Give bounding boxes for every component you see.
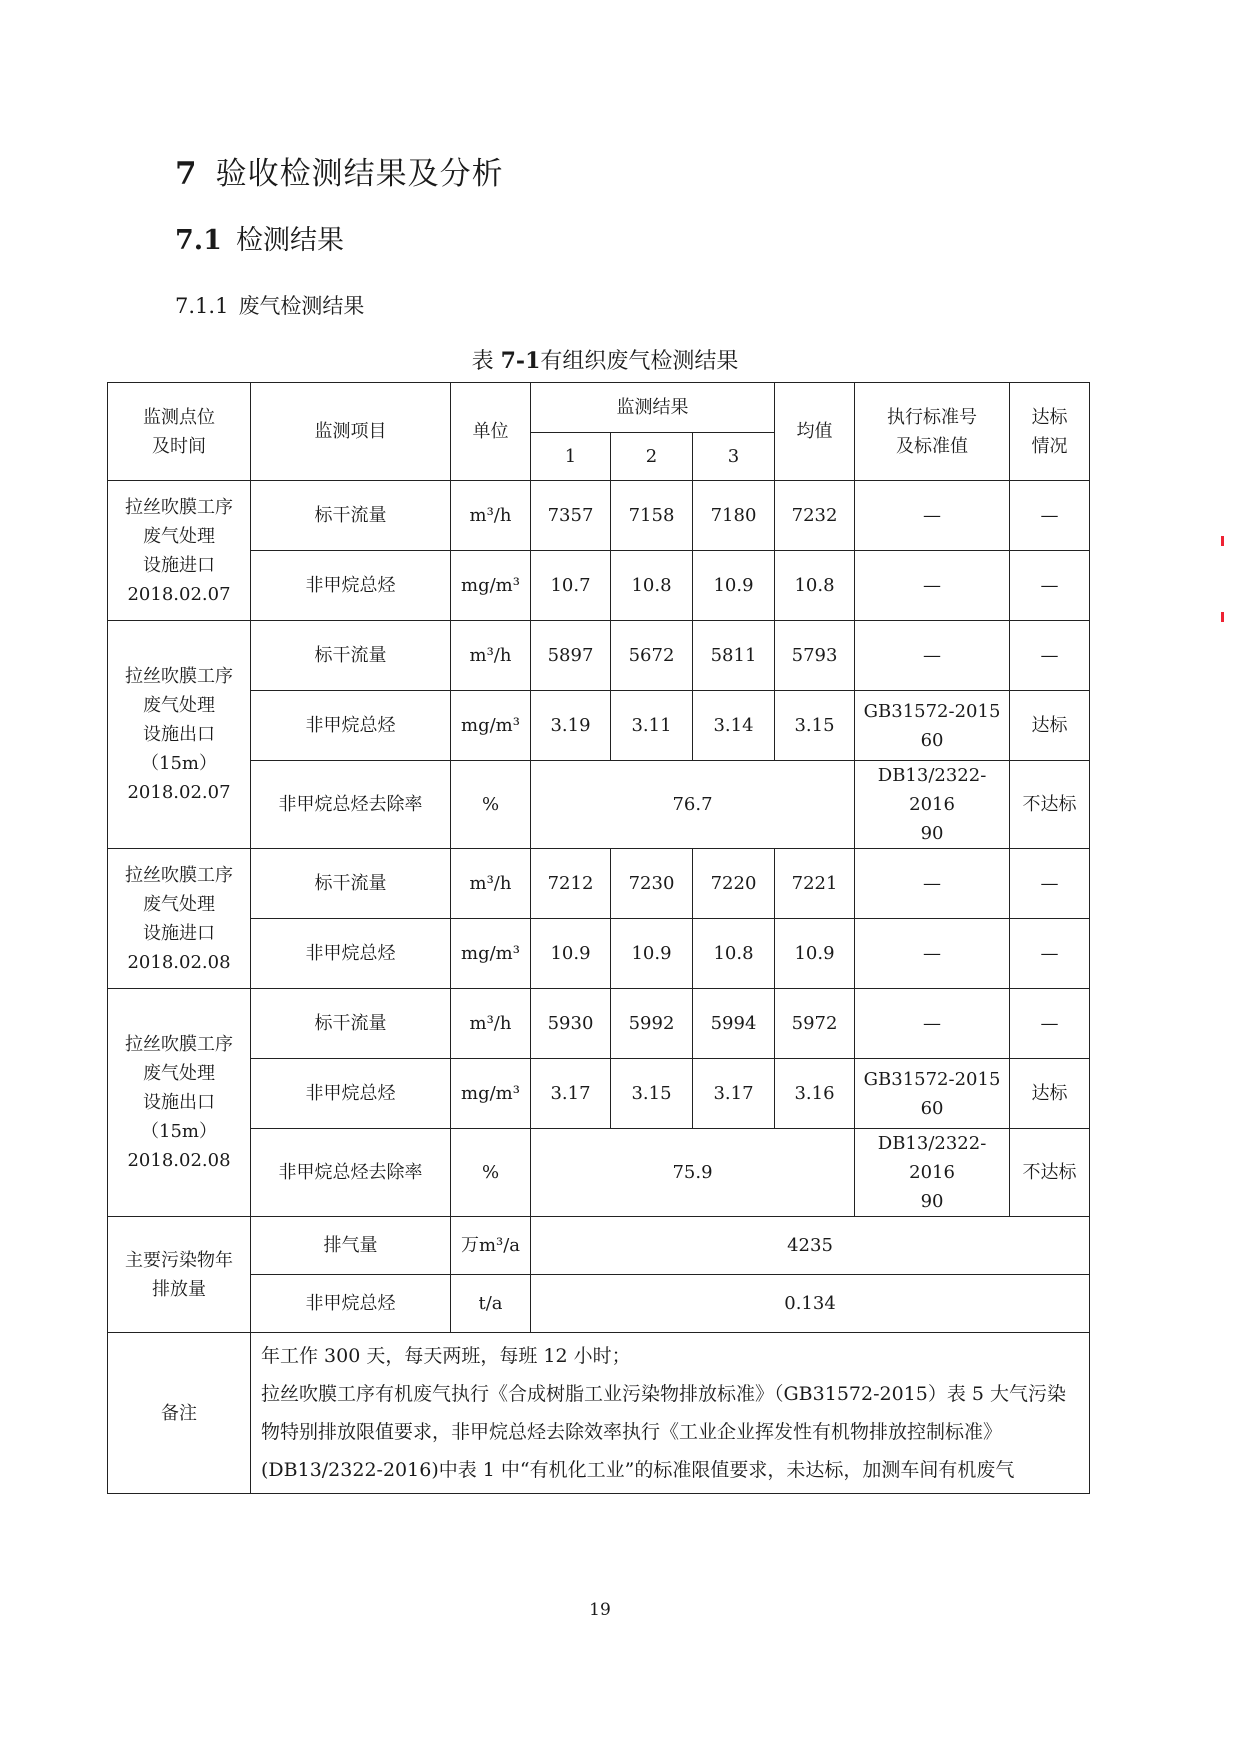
value-cell: 7357 — [531, 481, 611, 551]
remarks-label-cell: 备注 — [108, 1333, 251, 1494]
header-unit: 单位 — [451, 383, 531, 481]
standard-cell: — — [855, 551, 1010, 621]
value-cell: 7220 — [693, 849, 775, 919]
mean-cell: 7221 — [775, 849, 855, 919]
annual-label-cell: 主要污染物年 排放量 — [108, 1217, 251, 1333]
unit-cell: t/a — [451, 1275, 531, 1333]
item-cell: 非甲烷总烃 — [251, 551, 451, 621]
value-cell: 3.14 — [693, 691, 775, 761]
value-cell: 5992 — [611, 989, 693, 1059]
value-cell: 3.19 — [531, 691, 611, 761]
table-row — [108, 1129, 1090, 1217]
unit-cell: mg/m³ — [451, 551, 531, 621]
standard-cell: — — [855, 621, 1010, 691]
item-cell: 标干流量 — [251, 849, 451, 919]
table-caption-title: 有组织废气检测结果 — [540, 349, 739, 374]
scan-mark — [1221, 612, 1224, 622]
page-number: 19 — [589, 1600, 611, 1620]
unit-cell: mg/m³ — [451, 691, 531, 761]
standard-cell: DB13/2322-2016 90 — [855, 761, 1010, 849]
unit-cell: m³/h — [451, 481, 531, 551]
removal-rate-cell: 75.9 — [531, 1129, 855, 1217]
value-cell: 7212 — [531, 849, 611, 919]
unit-cell: 万m³/a — [451, 1217, 531, 1275]
value-cell: 10.7 — [531, 551, 611, 621]
remarks-line-1: 年工作 300 天，每天两班，每班 12 小时； — [261, 1345, 631, 1367]
header-result-1: 1 — [531, 433, 611, 481]
value-cell: 7180 — [693, 481, 775, 551]
unit-cell: mg/m³ — [451, 1059, 531, 1129]
unit-cell: m³/h — [451, 621, 531, 691]
status-cell: 不达标 — [1010, 761, 1090, 849]
mean-cell: 10.9 — [775, 919, 855, 989]
header-mean: 均值 — [775, 383, 855, 481]
table-row — [108, 919, 1090, 989]
emissions-table — [107, 382, 1090, 1494]
table-caption-number: 7-1 — [500, 348, 541, 374]
header-result-2: 2 — [611, 433, 693, 481]
unit-cell: m³/h — [451, 989, 531, 1059]
value-cell: 5930 — [531, 989, 611, 1059]
value-cell: 10.8 — [611, 551, 693, 621]
header-result-3: 3 — [693, 433, 775, 481]
header-item: 监测项目 — [251, 383, 451, 481]
table-row — [108, 1275, 1090, 1333]
value-cell: 5811 — [693, 621, 775, 691]
value-cell: 10.9 — [693, 551, 775, 621]
table-row — [108, 849, 1090, 919]
standard-cell: GB31572-2015 60 — [855, 691, 1010, 761]
value-cell: 10.9 — [611, 919, 693, 989]
heading-section-title: 检测结果 — [235, 225, 344, 256]
heading-chapter — [175, 148, 504, 193]
heading-chapter-title: 验收检测结果及分析 — [215, 156, 504, 192]
value-cell: 5897 — [531, 621, 611, 691]
heading-section-number: 7.1 — [175, 225, 222, 256]
standard-cell: DB13/2322-2016 90 — [855, 1129, 1010, 1217]
value-cell: 5672 — [611, 621, 693, 691]
item-cell: 非甲烷总烃去除率 — [251, 761, 451, 849]
status-cell: — — [1010, 989, 1090, 1059]
item-cell: 标干流量 — [251, 481, 451, 551]
location-cell: 拉丝吹膜工序 废气处理 设施出口 （15m） 2018.02.07 — [108, 621, 251, 849]
standard-cell: — — [855, 919, 1010, 989]
value-cell: 3.17 — [531, 1059, 611, 1129]
value-cell: 10.8 — [693, 919, 775, 989]
item-cell: 排气量 — [251, 1217, 451, 1275]
value-cell: 10.9 — [531, 919, 611, 989]
mean-cell: 10.8 — [775, 551, 855, 621]
table-caption-prefix: 表 — [471, 349, 494, 374]
value-cell: 3.15 — [611, 1059, 693, 1129]
unit-cell: % — [451, 1129, 531, 1217]
table-row — [108, 621, 1090, 691]
table-row — [108, 1217, 1090, 1275]
table-row — [108, 481, 1090, 551]
standard-cell: GB31572-2015 60 — [855, 1059, 1010, 1129]
remarks-line-2: 拉丝吹膜工序有机废气执行《合成树脂工业污染物排放标准》（GB31572-2015）表 5 大气污染物特别排放限值要求，非甲烷总烃去除效率执行《工业企业挥发性有机物排放控制标准》(DB13/2322-2016)中表 1 中“有机化工业”的标准限值要求，未达标，加测车间有机废气 — [261, 1383, 1067, 1481]
table-row — [108, 1059, 1090, 1129]
location-cell: 拉丝吹膜工序 废气处理 设施出口 （15m） 2018.02.08 — [108, 989, 251, 1217]
status-cell: — — [1010, 551, 1090, 621]
location-cell: 拉丝吹膜工序 废气处理 设施进口 2018.02.07 — [108, 481, 251, 621]
scan-mark — [1221, 536, 1224, 546]
remarks-row — [108, 1333, 1090, 1494]
table-row — [108, 761, 1090, 849]
heading-chapter-number: 7 — [175, 156, 198, 192]
item-cell: 标干流量 — [251, 989, 451, 1059]
header-compliance: 达标 情况 — [1010, 383, 1090, 481]
standard-cell: — — [855, 849, 1010, 919]
status-cell: — — [1010, 621, 1090, 691]
item-cell: 非甲烷总烃 — [251, 1275, 451, 1333]
status-cell: 达标 — [1010, 1059, 1090, 1129]
unit-cell: m³/h — [451, 849, 531, 919]
table-header-row — [108, 383, 1090, 433]
value-cell: 7230 — [611, 849, 693, 919]
remarks-text-cell — [251, 1333, 1090, 1494]
mean-cell: 7232 — [775, 481, 855, 551]
standard-cell: — — [855, 481, 1010, 551]
item-cell: 标干流量 — [251, 621, 451, 691]
item-cell: 非甲烷总烃去除率 — [251, 1129, 451, 1217]
table-caption — [0, 344, 1210, 375]
heading-subsection-number: 7.1.1 — [175, 294, 229, 318]
mean-cell: 5972 — [775, 989, 855, 1059]
status-cell: — — [1010, 919, 1090, 989]
unit-cell: % — [451, 761, 531, 849]
standard-cell: — — [855, 989, 1010, 1059]
removal-rate-cell: 76.7 — [531, 761, 855, 849]
mean-cell: 3.16 — [775, 1059, 855, 1129]
heading-subsection — [175, 290, 364, 320]
header-point-time: 监测点位 及时间 — [108, 383, 251, 481]
value-cell: 5994 — [693, 989, 775, 1059]
value-cell: 3.17 — [693, 1059, 775, 1129]
item-cell: 非甲烷总烃 — [251, 691, 451, 761]
annual-value-cell: 4235 — [531, 1217, 1090, 1275]
mean-cell: 3.15 — [775, 691, 855, 761]
mean-cell: 5793 — [775, 621, 855, 691]
item-cell: 非甲烷总烃 — [251, 919, 451, 989]
heading-section — [175, 218, 344, 257]
header-results: 监测结果 — [531, 383, 775, 433]
header-standard: 执行标准号 及标准值 — [855, 383, 1010, 481]
item-cell: 非甲烷总烃 — [251, 1059, 451, 1129]
value-cell: 3.11 — [611, 691, 693, 761]
annual-value-cell: 0.134 — [531, 1275, 1090, 1333]
heading-subsection-title: 废气检测结果 — [238, 294, 365, 318]
table-row — [108, 989, 1090, 1059]
status-cell: — — [1010, 481, 1090, 551]
unit-cell: mg/m³ — [451, 919, 531, 989]
table-row — [108, 551, 1090, 621]
value-cell: 7158 — [611, 481, 693, 551]
status-cell: 达标 — [1010, 691, 1090, 761]
status-cell: 不达标 — [1010, 1129, 1090, 1217]
location-cell: 拉丝吹膜工序 废气处理 设施进口 2018.02.08 — [108, 849, 251, 989]
table-row — [108, 691, 1090, 761]
status-cell: — — [1010, 849, 1090, 919]
